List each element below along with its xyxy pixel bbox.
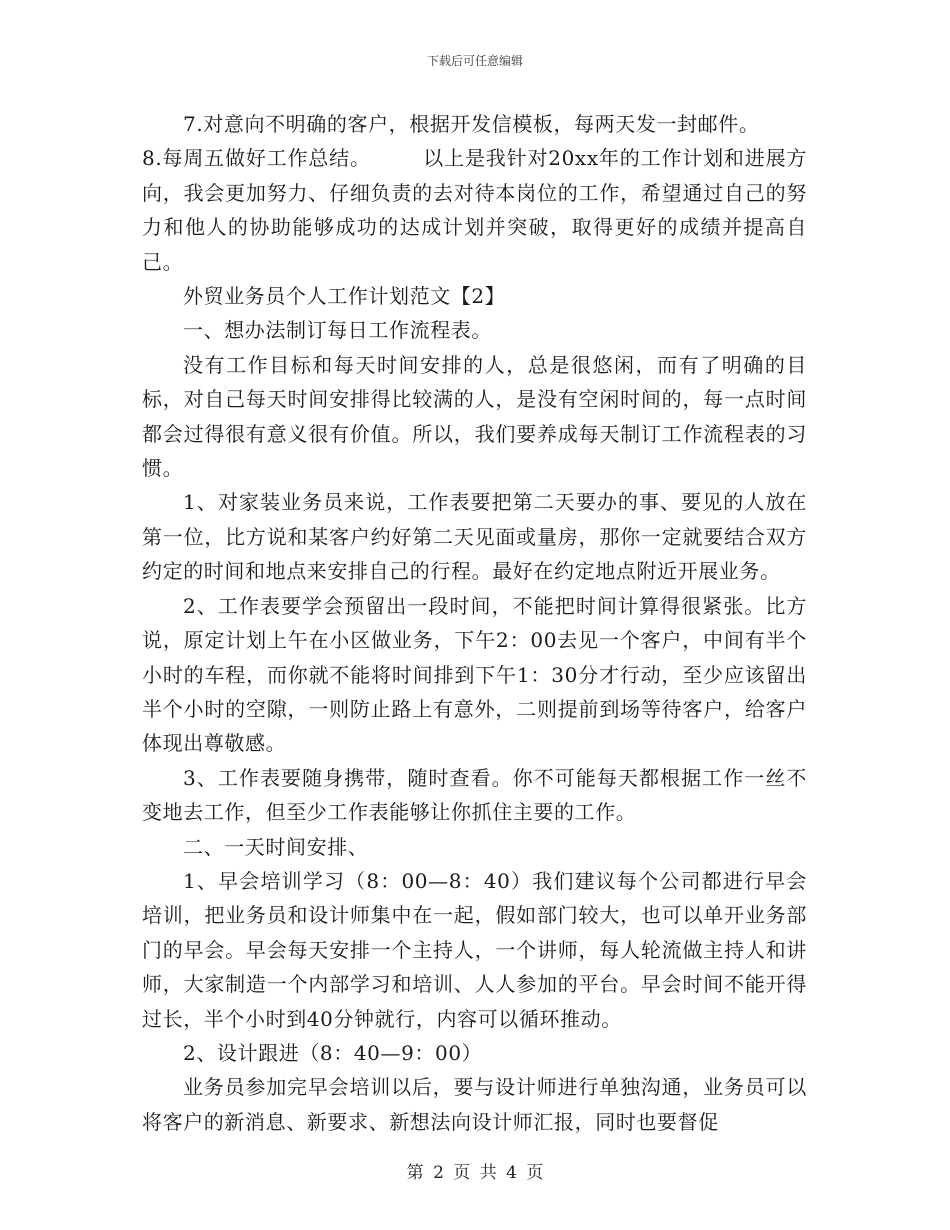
paragraph-4: 业务员参加完早会培训以后，要与设计师进行单独沟通，业务员可以将客户的新消息、新要求、新想法向设计师汇报，同时也要督促 — [142, 1075, 807, 1134]
page-footer: 第 2 页 共 4 页 — [406, 1163, 544, 1183]
heading-1: 一、想办法制订每日工作流程表。 — [183, 318, 492, 343]
paragraph-1: 7.对意向不明确的客户，根据开发信模板，每两天发一封邮件。 — [183, 112, 760, 136]
schedule-item-1: 1、早会培训学习（8：00—8：40）我们建议每个公司都进行早会培训，把业务员和设计师集中在一起，假如部门较大，也可以单开业务部门的早会。早会每天安排一个主持人，一个讲师，每人轮流做主持人和讲师，大家制造一个内部学习和培训、人人参加的平台。早会时间不能开得过长，半个小时到40分钟就行，内容可以循环推动。 — [142, 868, 807, 1031]
list-item-2: 2、工作表要学会预留出一段时间，不能把时间计算得很紧张。比方说，原定计划上午在小区做业务，下午2：00去见一个客户，中间有半个小时的车程，而你就不能将时间排到下午1：30分才行动，至少应该留出半个小时的空隙，一则防止路上有意外，二则提前到场等待客户，给客户体现出尊敬感。 — [142, 593, 807, 756]
heading-2: 二、一天时间安排、 — [183, 834, 369, 859]
paragraph-2: 8.每周五做好工作总结。 以上是我针对20xx年的工作计划和进展方向，我会更加努力、仔细负责的去对待本岗位的工作，希望通过自己的努力和他人的协助能够成功的达成计划并突破，取得更好的成绩并提高自己。 — [142, 146, 807, 274]
list-item-1: 1、对家装业务员来说，工作表要把第二天要办的事、要见的人放在第一位，比方说和某客户约好第二天见面或量房，那你一定就要结合双方约定的时间和地点来安排自己的行程。最好在约定地点附近开展业务。 — [142, 490, 807, 584]
list-item-3: 3、工作表要随身携带，随时查看。你不可能每天都根据工作一丝不变地去工作，但至少工作表能够让你抓住主要的工作。 — [142, 765, 807, 825]
paragraph-3: 没有工作目标和每天时间安排的人，总是很悠闲，而有了明确的目标，对自己每天时间安排得比较满的人，是没有空闲时间的，每一点时间都会过得很有意义很有价值。所以，我们要养成每天制订工作流程表的习惯。 — [142, 352, 807, 481]
schedule-item-2: 2、设计跟进（8：40—9：00） — [183, 1040, 483, 1065]
page-header: 下载后可任意编辑 — [426, 54, 523, 68]
document-body — [142, 107, 807, 1139]
section-title: 外贸业务员个人工作计划范文【2】 — [183, 284, 506, 309]
